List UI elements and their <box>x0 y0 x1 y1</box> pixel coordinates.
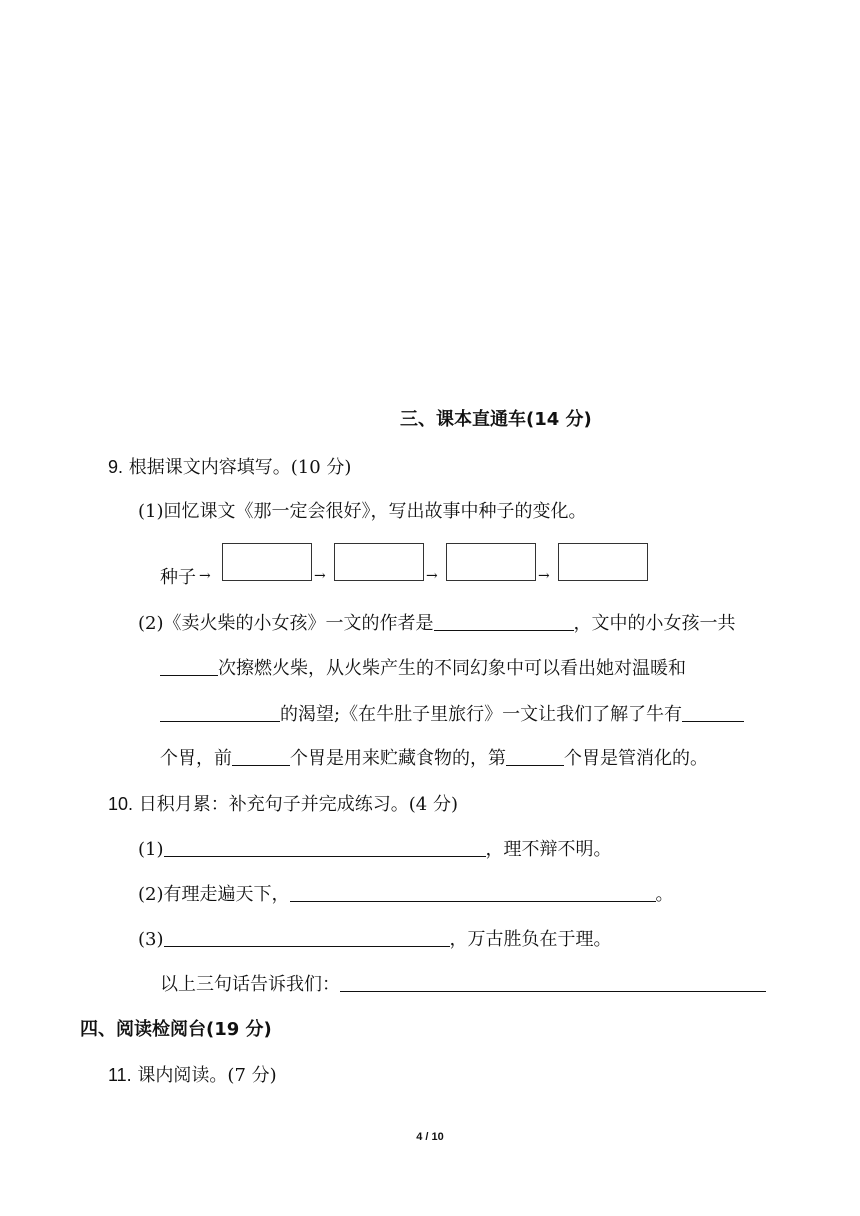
question-9 <box>108 455 351 480</box>
text: (1) <box>138 839 164 860</box>
q10-sentence2 <box>138 883 674 907</box>
q9-part2-line3 <box>160 703 744 727</box>
blank-sentence2[interactable] <box>290 883 656 902</box>
question-number: 9. <box>108 457 124 477</box>
blank-digest-stomach[interactable] <box>506 747 564 766</box>
question-number: 10. <box>108 794 134 814</box>
seed-label: 种子 <box>160 567 196 588</box>
arrow-right-icon: → <box>199 568 211 584</box>
blank-front-stomachs[interactable] <box>232 747 290 766</box>
blank-summary[interactable] <box>340 973 766 992</box>
q9-part2-line1 <box>138 612 736 636</box>
q9-part2-line4 <box>160 747 708 771</box>
blank-sentence1[interactable] <box>164 838 486 857</box>
question-10 <box>108 792 458 817</box>
q10-summary <box>160 973 766 997</box>
question-11 <box>108 1063 277 1088</box>
blank-author[interactable] <box>434 612 574 631</box>
arrow-right-icon: → <box>426 568 438 584</box>
answer-box-2[interactable] <box>334 543 424 581</box>
text: 以上三句话告诉我们： <box>160 974 340 995</box>
arrow-right-icon: → <box>538 568 550 584</box>
text: 个胃是用来贮藏食物的，第 <box>290 748 506 769</box>
answer-box-3[interactable] <box>446 543 536 581</box>
q9-part2-line2 <box>160 657 686 681</box>
text: 个胃是管消化的。 <box>564 748 708 769</box>
text: (2)《卖火柴的小女孩》一文的作者是 <box>138 613 434 634</box>
q10-sentence3 <box>138 928 612 952</box>
text: 。 <box>655 884 674 905</box>
text: 个胃，前 <box>160 748 232 769</box>
page-number: 4 / 10 <box>416 1131 444 1143</box>
blank-match-count[interactable] <box>160 657 218 676</box>
question-stem: 日积月累：补充句子并完成练习。(4 分) <box>138 794 458 815</box>
text: 次擦燃火柴，从火柴产生的不同幻象中可以看出她对温暖和 <box>218 658 686 679</box>
text: 的渴望;《在牛肚子里旅行》一文让我们了解了牛有 <box>280 704 683 725</box>
text: (2)有理走遍天下， <box>138 884 290 905</box>
text: ，理不辩不明。 <box>485 839 612 860</box>
question-number: 11. <box>108 1065 132 1085</box>
answer-box-4[interactable] <box>558 543 648 581</box>
arrow-right-icon: → <box>314 568 326 584</box>
text: ，文中的小女孩一共 <box>573 613 736 634</box>
question-stem: 课内阅读。(7 分) <box>137 1065 277 1086</box>
q9-part1-prompt: (1)回忆课文《那一定会很好》，写出故事中种子的变化。 <box>138 501 587 522</box>
blank-desire[interactable] <box>160 703 280 722</box>
q10-sentence1 <box>138 838 612 862</box>
blank-stomach-count[interactable] <box>682 703 744 722</box>
text: ，万古胜负在于理。 <box>449 929 612 950</box>
question-stem: 根据课文内容填写。(10 分) <box>128 457 352 478</box>
section-title: 四、阅读检阅台(19 分) <box>80 1019 272 1040</box>
answer-box-1[interactable] <box>222 543 312 581</box>
blank-sentence3[interactable] <box>164 928 450 947</box>
text: (3) <box>138 929 164 950</box>
section-title: 三、课本直通车(14 分) <box>400 409 592 430</box>
